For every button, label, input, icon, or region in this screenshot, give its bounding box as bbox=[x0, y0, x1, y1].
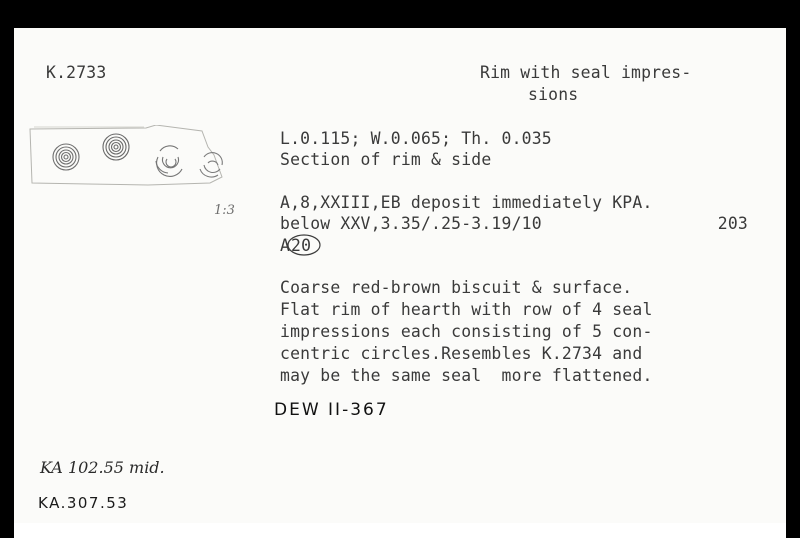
seal-impression-3 bbox=[156, 146, 182, 177]
code-prefix: A bbox=[280, 236, 291, 255]
seal-impression-4 bbox=[200, 153, 222, 177]
scan-border-left bbox=[0, 0, 14, 538]
title-line-2: sions bbox=[528, 85, 579, 104]
scan-border-right bbox=[786, 0, 800, 538]
title-line-1: Rim with seal impres- bbox=[480, 63, 692, 82]
provenance-line-1: A,8,XXIII,EB deposit immediately KPA. bbox=[280, 193, 653, 212]
description-line-2: Flat rim of hearth with row of 4 seal bbox=[280, 300, 653, 319]
seal-impression-1 bbox=[53, 144, 79, 170]
description-line-1: Coarse red-brown biscuit & surface. bbox=[280, 278, 633, 297]
scale-note: 1:3 bbox=[214, 203, 235, 218]
code-circled: 20 bbox=[291, 236, 312, 255]
scan-border-top bbox=[0, 0, 800, 28]
description-line-3: impressions each consisting of 5 con- bbox=[280, 322, 653, 341]
section-note: Section of rim & side bbox=[280, 150, 492, 169]
provenance-number: 203 bbox=[717, 214, 748, 233]
description-line-5: may be the same seal more flattened. bbox=[280, 366, 653, 385]
dimensions: L.0.115; W.0.065; Th. 0.035 bbox=[280, 129, 552, 148]
handwritten-note-2: KA.307.53 bbox=[38, 494, 129, 512]
pencil-sketch-seal-rim bbox=[28, 125, 228, 187]
seal-impression-2 bbox=[103, 134, 129, 160]
handwritten-note-1: KA 102.55 mid. bbox=[40, 458, 165, 477]
pencil-circle-mark bbox=[286, 233, 326, 257]
catalog-card bbox=[14, 28, 786, 523]
publication-reference: DEW II-367 bbox=[274, 400, 389, 420]
provenance-line-2: below XXV,3.35/.25-3.19/10 bbox=[280, 214, 542, 233]
description-line-4: centric circles.Resembles K.2734 and bbox=[280, 344, 643, 363]
catalog-number: K.2733 bbox=[46, 63, 107, 82]
